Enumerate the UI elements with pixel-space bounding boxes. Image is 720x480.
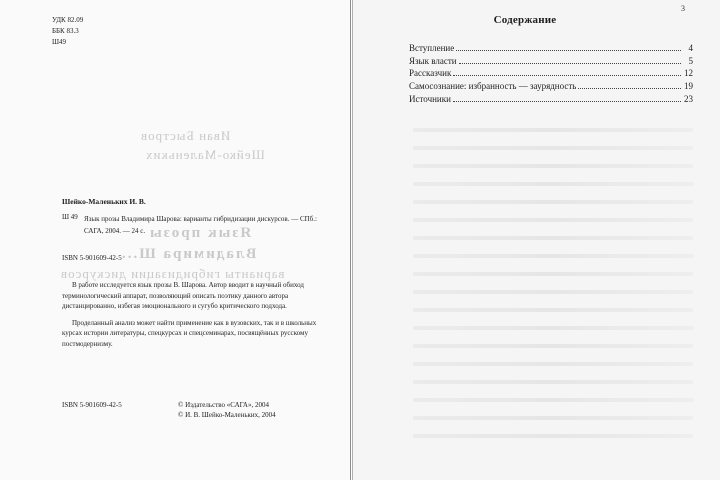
copyright-block: [178, 400, 276, 420]
show-through-line: [413, 416, 693, 420]
author-mark: Ш49: [52, 38, 67, 46]
toc-leader: [578, 88, 681, 89]
abstract: [62, 280, 324, 355]
udk-code: УДК 82.09: [52, 16, 84, 24]
abstract-paragraph: Проделанный анализ может найти применение как в вузовских, так и в школьных курсах истории литературы, спецкурсах и спецсеминарах, посвящённых русскому постмодернизму.: [62, 318, 317, 348]
show-through-text: Язык прозы: [148, 225, 252, 241]
toc-entry-label: Самосознание: избранность — заурядность: [409, 81, 577, 92]
show-through-text: Владимира Ш...: [120, 246, 257, 262]
toc-leader: [456, 50, 681, 51]
toc-entry-page: 12: [684, 68, 693, 79]
isbn-bottom: ISBN 5-901609-42-5: [62, 401, 122, 409]
catalog-code: Ш 49: [62, 213, 78, 221]
page-number: 3: [681, 4, 685, 13]
left-page: [0, 0, 351, 480]
show-through-line: [413, 218, 693, 222]
toc-entry-label: Вступление: [409, 43, 455, 53]
toc-entry-page: 19: [684, 81, 693, 92]
show-through-line: [413, 290, 693, 294]
toc-entry[interactable]: [409, 67, 693, 80]
show-through-line: [413, 272, 693, 276]
toc-entry-label: Источники: [409, 93, 451, 104]
show-through-line: [413, 254, 693, 258]
abstract-paragraph: В работе исследуется язык прозы В. Шарова. Автор вводит в научный обиход терминологический аппарат, позволяющий описать поэтику данного автора дистанцированно, избегая эмоционального и сугубо критического подхода.: [62, 281, 304, 310]
bibliographic-codes: [52, 15, 83, 48]
show-through-line: [413, 344, 693, 348]
author-heading: Шейко-Маленьких И. В.: [62, 197, 146, 206]
bibliographic-description: Язык прозы Владимира Шарова: варианты гибридизации дискурсов. — СПб.: САГА, 2004. — 24 с.: [84, 215, 317, 235]
toc-leader: [453, 101, 681, 102]
show-through-text: Шейко-Маленьких: [145, 147, 265, 162]
bbk-code: ББК 83.3: [52, 27, 79, 35]
toc-leader: [459, 63, 681, 64]
show-through-line: [413, 308, 693, 312]
toc-entry[interactable]: [409, 55, 693, 68]
copyright-publisher: © Издательство «САГА», 2004: [178, 401, 269, 409]
toc-entry-page: 4: [688, 43, 693, 53]
show-through-line: [413, 146, 693, 150]
toc-entry-label: Рассказчик: [409, 68, 452, 79]
isbn-top: ISBN 5-901609-42-5: [62, 254, 122, 262]
copyright-author: © И. В. Шейко-Маленьких, 2004: [178, 411, 276, 419]
show-through-line: [413, 128, 693, 132]
show-through-line: [413, 182, 693, 186]
toc-title: Содержание: [493, 14, 557, 26]
show-through-text: варианты гибридизации дискурсов: [60, 266, 285, 281]
table-of-contents: [409, 42, 693, 105]
show-through-line: [413, 434, 693, 438]
toc-entry[interactable]: [409, 93, 693, 106]
show-through-line: [413, 200, 693, 204]
toc-entry-page: 5: [688, 55, 693, 66]
show-through-line: [413, 362, 693, 366]
toc-entry[interactable]: [409, 42, 693, 55]
show-through-text: Иван Быстров: [140, 128, 231, 143]
show-through-line: [413, 326, 693, 330]
show-through-line: [413, 380, 693, 384]
toc-leader: [453, 75, 681, 76]
toc-entry[interactable]: [409, 80, 693, 93]
toc-entry-page: 23: [684, 93, 693, 104]
toc-entry-label: Язык власти: [409, 55, 457, 66]
right-page: [352, 0, 720, 480]
show-through-line: [413, 236, 693, 240]
show-through-line: [413, 164, 693, 168]
show-through-line: [413, 398, 693, 402]
